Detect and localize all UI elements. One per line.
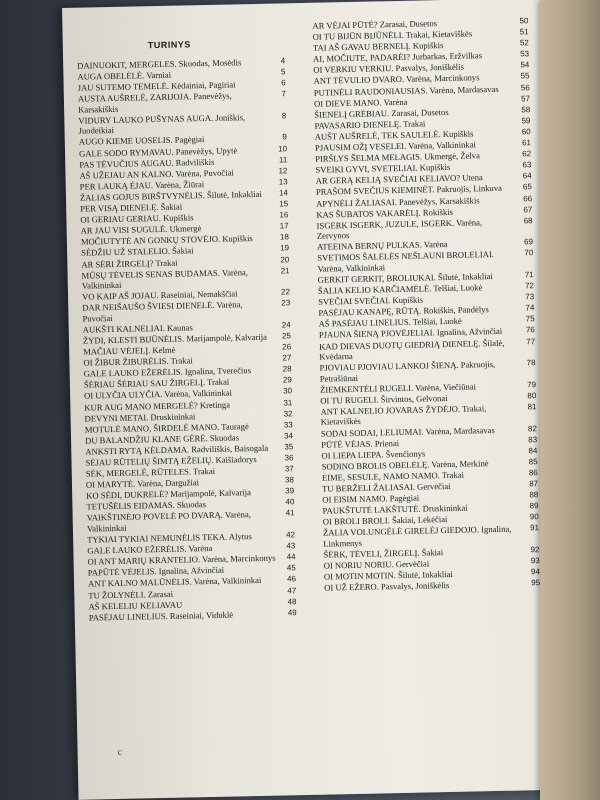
toc-entry-page: 70	[524, 248, 534, 258]
toc-entry-title: OI ULYČIA ULYČIA. Varėna, Valkininkai	[84, 387, 233, 402]
toc-entry-title: OI GERIAU GERIAU. Kupiškis	[80, 212, 194, 225]
toc-entry-page: 43	[286, 541, 296, 551]
toc-entry-title: ŠIENELĮ GRĖBIAU. Zarasai, Dusetos	[314, 106, 449, 120]
toc-entry-title: ŠALIA KELIO KARČIAMĖLĖ. Telšiai, Luokė	[317, 282, 483, 296]
toc-entry-title: ŠĖRK, TĖVELI, ŽIRGELĮ. Šakiai	[323, 547, 444, 560]
toc-entry-page: 31	[283, 397, 293, 407]
toc-entry-page: 5	[280, 67, 286, 77]
toc-entry-title: OI NORIU NORIU. Gervėčiai	[323, 558, 430, 571]
toc-entry-page: 75	[525, 314, 535, 324]
toc-entry-title: APYNĖLI ŽALIASAI. Panevėžys, Karsakiškis	[316, 194, 480, 209]
toc-entry-page: 78	[526, 358, 536, 368]
toc-entry-title: SVEČIAI SVEČIAI. Kupiškis	[318, 294, 424, 307]
toc-entry-title: ANKSTI RYTĄ KĖLDAMA. Radviliškis, Baisogala	[85, 442, 269, 457]
toc-entry-page: 93	[530, 556, 540, 566]
toc-entry-title: ŽIEMKENTĖLI RUGELI. Varėna, Viečiūnai	[319, 381, 477, 395]
toc-entry-title: ŽALIA VOLUNGĖLĖ GIRELĖJ GIEDOJO. Ignalina, Linkmenys	[322, 524, 512, 549]
toc-entry-page: 12	[278, 166, 288, 176]
toc-entry-page: 30	[283, 386, 293, 396]
toc-entry-title: AR JAU VISI SUGULĖ. Ukmergė	[80, 223, 202, 236]
toc-entry-page: 15	[279, 199, 289, 209]
toc-entry-page: 19	[280, 243, 290, 253]
toc-entry-title: PJAUNA ŠIENĄ PJOVĖJELIAI. Ignalina, Ažvinčiai	[318, 326, 503, 341]
toc-entry-page: 60	[521, 127, 531, 137]
toc-entry-title: GALE LAUKO EŽERĖLIS. Ignalina, Tverečius	[83, 365, 252, 379]
toc-entry-page: 26	[282, 342, 292, 352]
toc-entry-title: PER LAUKĄ ĖJAU. Varėna, Žiūrai	[79, 178, 205, 192]
toc-entry-title: DEVYNI METAI. Druskininkai	[84, 410, 196, 424]
toc-entry-page: 16	[279, 210, 289, 220]
toc-entry-page: 50	[519, 16, 529, 26]
toc-entry-page: 94	[530, 567, 541, 577]
toc-entry-page: 68	[523, 215, 533, 226]
toc-entry-page: 20	[280, 254, 290, 264]
toc-entry-page: 85	[528, 456, 538, 467]
toc-entry-page: 36	[284, 453, 294, 463]
toc-entry-page: 59	[521, 116, 531, 126]
toc-entry-page: 38	[284, 475, 295, 485]
toc-entry-title: PIRŠLYS ŠELMA MELAGIS. Ukmergė, Želva	[315, 150, 480, 164]
toc-entry-page: 48	[287, 596, 297, 607]
toc-entry-title: ATEEINA BERNŲ PULKAS. Varėna	[316, 239, 448, 252]
toc-entry-title: OI ŽIBUR ŽIBURĖLIS. Trakai	[83, 355, 193, 368]
toc-entry-title: MOČIUTYTĖ AN GONKŲ STOVĖJO. Kupiškis	[80, 233, 253, 247]
toc-entry-title: SĖJAU RŪTELIŲ ŠIMTĄ EŽELIŲ. Kaišiadorys	[85, 454, 257, 468]
toc-entry-title: OI MARYTĖ. Varėna, Dargužiai	[85, 477, 200, 490]
toc-entry-page: 64	[522, 171, 532, 181]
toc-entry-page: 44	[286, 552, 296, 562]
toc-entry-page: 72	[524, 281, 535, 291]
toc-entry-title: EIME, SESULE, NAMO NAMO. Trakai	[321, 469, 465, 483]
toc-entry-page: 17	[279, 221, 289, 231]
toc-entry-title: SODINO BROLIS OBELĖLĘ. Varėna, Merkinė	[321, 457, 489, 472]
toc-entry-page: 82	[527, 423, 537, 433]
toc-left-column	[77, 56, 297, 623]
toc-entry-title: KUR AUG MANO MERGELĖ? Kretinga	[84, 399, 231, 413]
toc-entry-page: 87	[529, 479, 539, 489]
toc-entry-title: JAU SUTEMO TEMELĖ. Kėdainiai, Pagiriai	[77, 79, 236, 93]
toc-entry-page: 47	[287, 585, 297, 595]
toc-entry-title: TU BERŽELI ŽALIASAI. Gervėčiai	[322, 480, 451, 494]
toc-entry-title: MAČIAU VĖJELĮ. Kelmė	[83, 344, 176, 357]
toc-entry-page: 65	[522, 182, 532, 192]
toc-entry-page: 4	[280, 56, 286, 66]
toc-entry-page: 67	[523, 204, 533, 214]
page-title: TURINYS	[147, 39, 191, 51]
toc-entry-title: PUTINĖLI RAUDONIAUSIAS. Varėna, Mardasavas	[313, 83, 499, 98]
toc-entry-page: 76	[525, 325, 535, 335]
toc-entry-page: 9	[282, 132, 287, 142]
toc-entry-title: OI TU RUGELI. Širvintos, Gelvonai	[320, 392, 448, 406]
toc-entry-page: 77	[526, 336, 536, 346]
toc-entry-page: 23	[281, 298, 291, 308]
toc-entry-page: 40	[285, 497, 295, 507]
toc-entry-title: PER VISĄ DIENELĘ. Šakiai	[80, 201, 183, 214]
toc-entry-page: 33	[283, 419, 293, 430]
toc-entry-title: TAI AŠ GAVAU BERNELĮ. Kupiškis	[312, 40, 444, 53]
toc-entry-title: KAS ŠUBATOS VAKARĖLĮ. Rokiškis	[316, 206, 454, 220]
toc-entry-title: AI, MOČIUTE, PADARĖI? Jurbarkas, Eržvilkas	[313, 50, 483, 65]
toc-entry-page: 6	[281, 78, 286, 88]
toc-entry-title: SVEIKI GYVI, SVETELIAI. Kupiškis	[315, 162, 451, 175]
toc-entry-title: AR GERĄ KELIĄ SVEČIAI KELIAVO? Utena	[315, 172, 483, 187]
toc-entry-title: ANT KALNELIO JOVARAS ŽYDĖJO. Trakai, Kietaviškės	[320, 403, 487, 428]
toc-entry-title: ŽALIAS GOJUS BIRŠTVYNĖLIS. Šilutė, Inkakliai	[79, 188, 262, 203]
toc-entry-title: GERKIT GERKIT, BROLIUKAI. Šilutė, Inkakliai	[317, 271, 493, 285]
toc-entry-title: OI BROLI BROLI. Šakiai, Lekėčiai	[322, 514, 448, 527]
toc-entry-page: 80	[527, 390, 537, 401]
toc-entry-title: SODAI SODAI, LELIUMAI. Varėna, Mardasavas	[320, 424, 495, 439]
toc-entry-title: TYKIAI TYKIAI NEMUNĖLIS TEKA. Alytus	[87, 531, 252, 545]
toc-entry-page: 46	[287, 574, 297, 584]
next-page-edge	[540, 0, 600, 800]
toc-entry-title: AUGO KIEME UOSELIS. Pagėgiai	[78, 134, 205, 148]
toc-entry-title: PASĖJAU LINELIUS. Raseiniai, Viduklė	[88, 609, 234, 623]
toc-entry-title: DAINUOKIT, MERGELES. Skuodas, Mosėdis	[77, 57, 242, 71]
toc-entry-title: AUSTA AUŠRELĖ, ZARIJOJA. Panevėžys, Karsakiškis	[77, 90, 232, 115]
toc-entry-title: ANT TĖVULIO DVARO. Varėna, Marcinkonys	[313, 72, 480, 87]
toc-entry-page: 18	[279, 232, 289, 242]
toc-entry-page: 39	[285, 486, 295, 496]
toc-entry-page: 14	[278, 188, 289, 198]
toc-entry-title: PAUKŠTUTĖ LAKŠTUTĖ. Druskininkai	[322, 502, 468, 516]
toc-entry-page: 55	[520, 71, 530, 81]
toc-entry-title: KAD DIEVAS DUOTŲ GIEDRIĄ DIENELĘ. Šilalė, Kvėdarna	[319, 337, 505, 362]
toc-entry-page: 81	[527, 402, 537, 412]
toc-entry-page: 53	[520, 49, 530, 59]
toc-entry-title: GALE LAUKO EŽERĖLIS. Varėna	[87, 543, 213, 556]
toc-entry-page: 32	[283, 408, 293, 419]
toc-entry-page: 54	[520, 60, 530, 70]
toc-entry-title: PAVASARIO DIENELĘ. Trakai	[314, 118, 426, 131]
toc-entry-title: GALE SODO RYMAVAU. Panevėžys, Upytė	[78, 144, 238, 159]
toc-entry-page: 74	[525, 303, 535, 313]
toc-entry-page: 61	[521, 138, 532, 148]
toc-entry-title: ISGERK ISGERK, JUZULE, ISGERK. Varėna, Zervynos	[316, 216, 483, 241]
toc-entry-page: 83	[528, 434, 538, 444]
toc-entry-page: 28	[282, 364, 292, 374]
toc-entry-page: 92	[530, 545, 540, 555]
toc-entry-title: SĖK, MERGELĖ, RŪTELES. Trakai	[85, 465, 216, 479]
toc-right-column	[312, 16, 540, 594]
toc-entry-title: AŠ KELELIU KELIAVAU	[88, 599, 183, 612]
toc-entry-title: OI LIEPA LIEPA. Švenčionys	[321, 448, 426, 461]
toc-entry-title: PRAŠOM SVEČIUS KIEMINĖT. Pakruojis, Linkuva	[315, 183, 503, 198]
toc-entry-title: SVETIMOS ŠALELĖS NEŠLAUNI BROLELIAI. Varėna, Valkininkai	[317, 249, 495, 274]
toc-entry-title: OI VERKIU VERKIU. Pasvalys, Joniškėlis	[313, 61, 464, 76]
toc-entry-title: DU BALANDŽIU KLANE GĖRĖ. Skuodas	[84, 432, 240, 446]
toc-entry-title: DAR NEIŠAUŠO ŠVIESI DIENELĖ. Varėna, Puvočiai	[82, 299, 243, 324]
toc-entry-page: 42	[286, 530, 296, 540]
toc-entry-page: 11	[278, 154, 288, 165]
toc-entry-page: 86	[528, 468, 538, 478]
toc-entry-page: 62	[522, 149, 532, 159]
toc-entry-title: PŪTĖ VĖJAS. Prienai	[321, 437, 400, 450]
toc-entry-page: 91	[529, 523, 540, 533]
toc-entry-title: AUGA OBELĖLĖ. Varniai	[77, 69, 172, 82]
toc-entry-page: 63	[522, 160, 532, 170]
toc-entry-title: AUKŠTI KALNELIAI. Kaunas	[82, 322, 193, 335]
toc-entry-page: 58	[521, 104, 531, 115]
toc-entry-title: OI TU BIJŪN BIJŪNĖLI. Trakai, Kietaviškės	[312, 28, 473, 42]
toc-entry-page: 84	[528, 445, 538, 456]
toc-entry-title: AŠ PASĖJAU LINELIUS. Telšiai, Luokė	[318, 316, 462, 330]
toc-entry-title: KO SĖDI, DUKRELĖ? Marijampolė, Kalvarija	[86, 487, 251, 501]
toc-entry-title: PAPŪTĖ VĖJELIS. Ignalina, Ažvinčiai	[87, 565, 225, 578]
toc-entry-page: 69	[524, 237, 534, 247]
toc-entry-page: 22	[280, 287, 291, 297]
toc-entry-page: 7	[281, 89, 286, 99]
toc-entry-page: 27	[282, 353, 292, 363]
toc-entry-page: 45	[286, 563, 296, 573]
toc-entry-title: AR VĖJAI PŪTĖ? Zarasai, Dusetos	[312, 18, 438, 31]
toc-entry-page: 73	[525, 292, 535, 302]
toc-entry-page: 66	[523, 193, 533, 203]
toc-entry-page: 57	[520, 93, 531, 104]
toc-entry-title: TETUŠĖLIS EIDAMAS. Skuodas	[86, 499, 207, 512]
page-mark: c	[117, 746, 123, 758]
toc-entry-title: MOTULĖ MANO, ŠIRDELĖ MANO. Tauragė	[84, 420, 249, 435]
toc-entry-page: 89	[529, 501, 539, 511]
toc-entry-title: TU ŽOLYNĖLI. Zarasai	[88, 588, 174, 601]
toc-entry-page: 21	[280, 265, 290, 276]
book-page	[62, 0, 600, 800]
toc-entry-title: OI UŽ EŽERO. Pasvalys, Joniškėlis	[324, 580, 450, 593]
toc-entry-title: AR SĖRI ŽIRGELĮ? Trakai	[81, 257, 178, 270]
toc-entry-page: 95	[531, 578, 541, 588]
toc-entry-page: 37	[284, 464, 294, 474]
toc-entry-page: 56	[520, 82, 530, 92]
toc-entry-title: SĖDŽIU UŽ STALELIO. Šakiai	[81, 245, 194, 259]
toc-entry-page: 90	[529, 512, 539, 522]
toc-entry-title: PASĖJAU KANAPĘ, RŪTĄ. Rokiškis, Pandėlys	[318, 304, 489, 318]
toc-entry-title: VIDURY LAUKO PUŠYNAS AUGA. Joniškis, Juodeikiai	[78, 112, 246, 137]
toc-entry-title: PJAUSIM OŽĮ VESELEI. Varėna, Valkininkai	[314, 139, 476, 153]
toc-entry-page: 71	[524, 270, 534, 280]
toc-entry-page: 13	[278, 177, 288, 187]
toc-entry-page: 25	[281, 331, 292, 341]
toc-entry-title: OI MOTIN MOTIN. Šilutė, Inkakliai	[323, 569, 453, 582]
toc-entry-page: 10	[277, 143, 288, 154]
toc-entry-page: 35	[284, 442, 294, 452]
toc-entry-title: ŽYDI, KLESTI BIJŪNĖLIS. Marijampolė, Kalvarija	[82, 331, 268, 346]
toc-entry-page: 41	[285, 508, 295, 518]
toc-entry-page: 8	[281, 111, 287, 121]
toc-entry-title: VAIKŠTINĖJO POVELĖ PO DVARĄ. Varėna, Valkininkai	[86, 509, 251, 534]
toc-entry-title: PAS TĖVUČIUS AUGAU. Radviliškis	[79, 156, 215, 170]
toc-entry-page: 34	[284, 431, 294, 441]
toc-entry-title: ANT KALNO MALŪNĖLIS. Varėna, Valkininkai	[87, 575, 262, 590]
toc-entry-title: PJOVIAU PJOVIAU LANKOJ ŠIENĄ. Pakruojis, Petrašiūnai	[319, 359, 496, 384]
toc-entry-title: AUŠT AUŠRELĖ, TEK SAULELĖ. Kupiškis	[314, 128, 474, 142]
toc-entry-page: 51	[519, 27, 529, 37]
toc-entry-title: MŪSŲ TĖVELIS SENAS BUDAMAS. Varėna, Valkininkai	[81, 266, 248, 291]
toc-entry-page: 52	[519, 38, 529, 48]
toc-entry-page: 88	[529, 490, 539, 500]
toc-entry-page: 24	[281, 320, 291, 330]
toc-entry-title: OI DIEVE MANO. Varėna	[313, 96, 408, 109]
toc-entry-title: OI EISIM NAMO. Pagėgiai	[322, 492, 420, 505]
toc-entry-page: 29	[282, 375, 292, 385]
toc-entry-title: ŠĖRIAU ŠĖRIAU SAU ŽIRGELĮ. Trakai	[83, 376, 230, 390]
toc-entry-title: AŠ UŽEJAU AN KALNO. Varėna, Puvočiai	[79, 167, 234, 181]
toc-entry-page: 79	[526, 379, 537, 390]
toc-entry-title: VO KAIP AŠ JOJAU. Raseiniai, Nemakščiai	[81, 288, 238, 302]
toc-entry-title: OI ANT MARIŲ KRANTELIO. Varėna, Marcinkonys	[87, 552, 276, 567]
toc-entry-page: 49	[287, 607, 297, 618]
